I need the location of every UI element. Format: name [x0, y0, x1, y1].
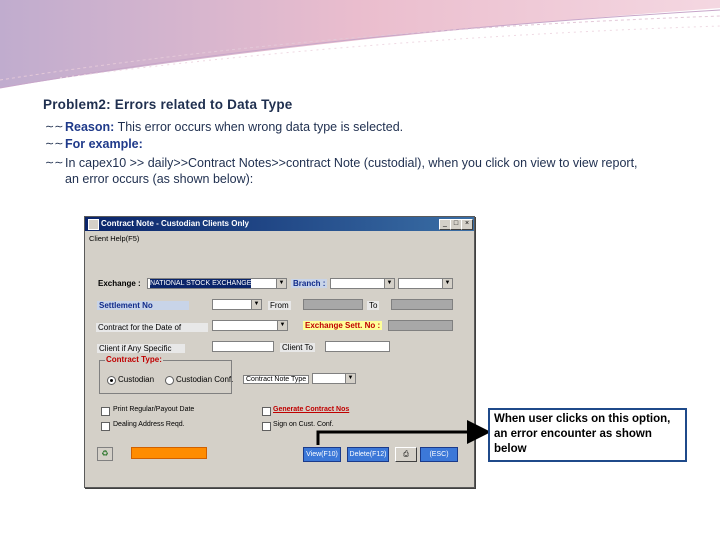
- settlement-no-select[interactable]: [212, 299, 262, 310]
- window-titlebar[interactable]: [85, 217, 474, 231]
- refresh-icon[interactable]: ♻: [97, 447, 113, 461]
- slide-title: Problem2: Errors related to Data Type: [43, 97, 293, 112]
- window-title: Contract Note - Custodian Clients Only: [101, 219, 250, 228]
- generate-contract-label: Generate Contract Nos: [273, 406, 350, 413]
- header-decoration: [0, 0, 720, 100]
- contract-type-group: [99, 355, 234, 394]
- branch-label: Branch :: [293, 279, 326, 288]
- exchange-sett-no-label: Exchange Sett. No :: [305, 321, 381, 330]
- dealing-address-checkbox[interactable]: [101, 422, 110, 431]
- custodian-label: Custodian: [118, 375, 155, 384]
- bullet-text: This error occurs when wrong data type is selected.: [114, 120, 404, 134]
- chevron-down-icon[interactable]: ▼: [277, 321, 287, 330]
- contract-note-type-label: Contract Note Type: [243, 375, 309, 384]
- contract-date-select[interactable]: [212, 320, 288, 331]
- client-specific-label: Client if Any Specific: [97, 344, 185, 353]
- bullet-icon: ∼∼: [45, 138, 64, 150]
- menu-client-help[interactable]: Client Help(F5): [89, 234, 140, 243]
- from-label: From: [270, 301, 289, 310]
- custodian-conf-label: Custodian Conf.: [176, 375, 234, 384]
- client-to-label: Client To: [282, 343, 313, 352]
- maximize-icon[interactable]: □: [450, 219, 462, 230]
- window-app-icon: [88, 219, 99, 230]
- exchange-sett-no-field[interactable]: [388, 320, 453, 331]
- custodian-radio[interactable]: [107, 376, 116, 385]
- chevron-down-icon[interactable]: ▼: [384, 279, 394, 288]
- status-bar: [131, 447, 207, 459]
- minimize-icon[interactable]: _: [439, 219, 451, 230]
- chevron-down-icon[interactable]: ▼: [251, 300, 261, 309]
- delete-button[interactable]: Delete(F12): [347, 447, 389, 462]
- client-to-field[interactable]: [325, 341, 390, 352]
- contract-note-type-select[interactable]: [312, 373, 356, 384]
- from-field[interactable]: [303, 299, 363, 310]
- bullet-icon: ∼∼: [45, 157, 64, 169]
- close-icon[interactable]: ×: [461, 219, 473, 230]
- chevron-down-icon[interactable]: ▼: [345, 374, 355, 383]
- to-field[interactable]: [391, 299, 453, 310]
- contract-type-legend: Contract Type:: [106, 355, 162, 364]
- sign-cust-conf-label: Sign on Cust. Conf.: [273, 421, 334, 428]
- chevron-down-icon[interactable]: ▼: [276, 279, 286, 288]
- branch-to-select[interactable]: [398, 278, 453, 289]
- custodian-conf-radio[interactable]: [165, 376, 174, 385]
- settlement-no-label: Settlement No: [97, 301, 189, 310]
- branch-select[interactable]: [330, 278, 395, 289]
- chevron-down-icon[interactable]: ▼: [442, 279, 452, 288]
- generate-contract-checkbox[interactable]: [262, 407, 271, 416]
- to-label: To: [369, 301, 378, 310]
- esc-button[interactable]: (ESC): [420, 447, 458, 462]
- callout-box: When user clicks on this option, an error encounter as shown below: [488, 408, 687, 462]
- exchange-select[interactable]: [147, 278, 287, 289]
- contract-date-label: Contract for the Date of: [96, 323, 208, 332]
- dealing-address-label: Dealing Address Reqd.: [113, 421, 185, 428]
- print-regular-checkbox[interactable]: [101, 407, 110, 416]
- bullet-text: an error occurs (as shown below):: [65, 172, 254, 186]
- print-icon[interactable]: ⎙: [395, 447, 417, 462]
- contract-note-window: [84, 216, 475, 488]
- bullet-icon: ∼∼: [45, 121, 64, 133]
- exchange-value: NATIONAL STOCK EXCHANGE: [150, 280, 252, 287]
- bullet-text: In capex10 >> daily>>Contract Notes>>contract Note (custodial), when you click on view to view report,: [65, 156, 638, 170]
- view-button[interactable]: View(F10): [303, 447, 341, 462]
- exchange-label: Exchange :: [98, 279, 141, 288]
- sign-cust-conf-checkbox[interactable]: [262, 422, 271, 431]
- print-regular-label: Print Regular/Payout Date: [113, 406, 195, 413]
- bullet-label: For example:: [65, 137, 143, 151]
- client-from-field[interactable]: [212, 341, 274, 352]
- bullet-label: Reason:: [65, 120, 115, 134]
